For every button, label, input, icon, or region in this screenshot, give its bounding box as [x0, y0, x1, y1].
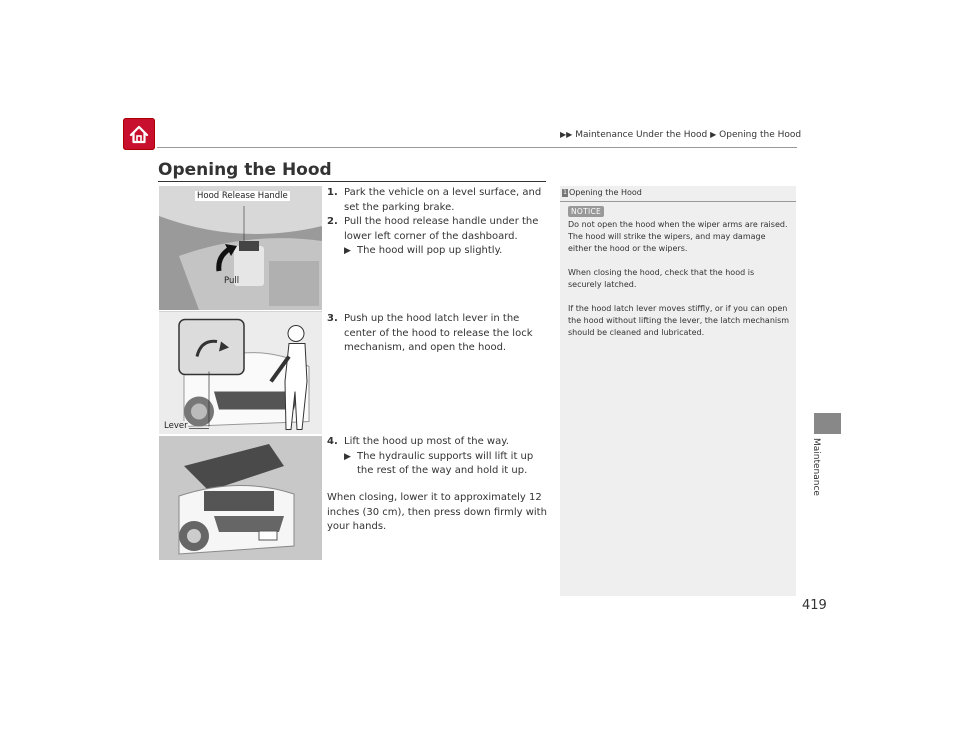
- breadcrumb-item-opening-hood[interactable]: Opening the Hood: [719, 130, 802, 140]
- open-hood-image: [159, 436, 322, 560]
- step-number: 1.: [327, 187, 338, 198]
- step-result-text: The hood will pop up slightly.: [357, 245, 503, 256]
- note-paragraph: If the hood latch lever moves stiffly, or if you can open the hood without lifting the lever, the latch mechanism should be cleaned and lubricated.: [568, 304, 790, 337]
- lever-label: Lever: [164, 421, 188, 431]
- note-marker: 1: [563, 189, 567, 196]
- note-header: [560, 186, 796, 202]
- step-number: 4.: [327, 436, 338, 447]
- step-1: [327, 186, 549, 215]
- side-tab-marker: [814, 413, 841, 434]
- step-text: Push up the hood latch lever in the center of the hood to release the lock mechanism, and open the hood.: [344, 313, 533, 353]
- closing-text: When closing, lower it to approximately 12 inches (30 cm), then press down firmly with your hands.: [327, 492, 547, 532]
- hood-latch-lever-image: [159, 311, 322, 434]
- breadcrumb-item-maintenance[interactable]: Maintenance Under the Hood: [575, 130, 708, 140]
- note-paragraph: Do not open the hood when the wiper arms are raised. The hood will strike the wipers, and may damage either the hood or the wipers.: [568, 220, 788, 253]
- result-arrow-icon: ▶: [344, 451, 351, 462]
- note-paragraph: When closing the hood, check that the hood is securely latched.: [568, 268, 755, 289]
- closing-paragraph: [327, 491, 549, 535]
- step-text: Park the vehicle on a level surface, and set the parking brake.: [344, 187, 542, 213]
- breadcrumb-arrow-icon: ▶▶: [560, 130, 573, 139]
- note-title: Opening the Hood: [569, 188, 642, 197]
- home-icon: [123, 118, 155, 150]
- step-4: [327, 435, 549, 479]
- notice-badge: NOTICE: [568, 206, 604, 217]
- hood-release-handle-label: Hood Release Handle: [197, 191, 288, 201]
- note-panel: [560, 186, 796, 596]
- step-number: 3.: [327, 313, 338, 324]
- side-tab-label[interactable]: Maintenance: [811, 438, 821, 496]
- breadcrumb-arrow-icon: ▶: [710, 130, 717, 139]
- title-divider: [158, 181, 546, 182]
- step-text: Lift the hood up most of the way.: [344, 436, 509, 447]
- page-number: 419: [802, 598, 827, 613]
- step-3: [327, 312, 549, 356]
- step-result: [344, 244, 549, 259]
- note-body: [568, 219, 790, 351]
- step-result-text: The hydraulic supports will lift it up the rest of the way and hold it up.: [357, 450, 534, 476]
- header-divider: [157, 147, 797, 148]
- step-number: 2.: [327, 216, 338, 227]
- step-2: [327, 215, 549, 259]
- page-title: Opening the Hood: [158, 160, 332, 180]
- result-arrow-icon: ▶: [344, 246, 351, 256]
- pull-label: Pull: [224, 276, 240, 286]
- step-result: [344, 450, 549, 479]
- step-text: Pull the hood release handle under the lower left corner of the dashboard.: [344, 216, 539, 242]
- hood-release-handle-image: [159, 186, 322, 310]
- home-button[interactable]: [123, 118, 155, 150]
- breadcrumb: [560, 130, 801, 140]
